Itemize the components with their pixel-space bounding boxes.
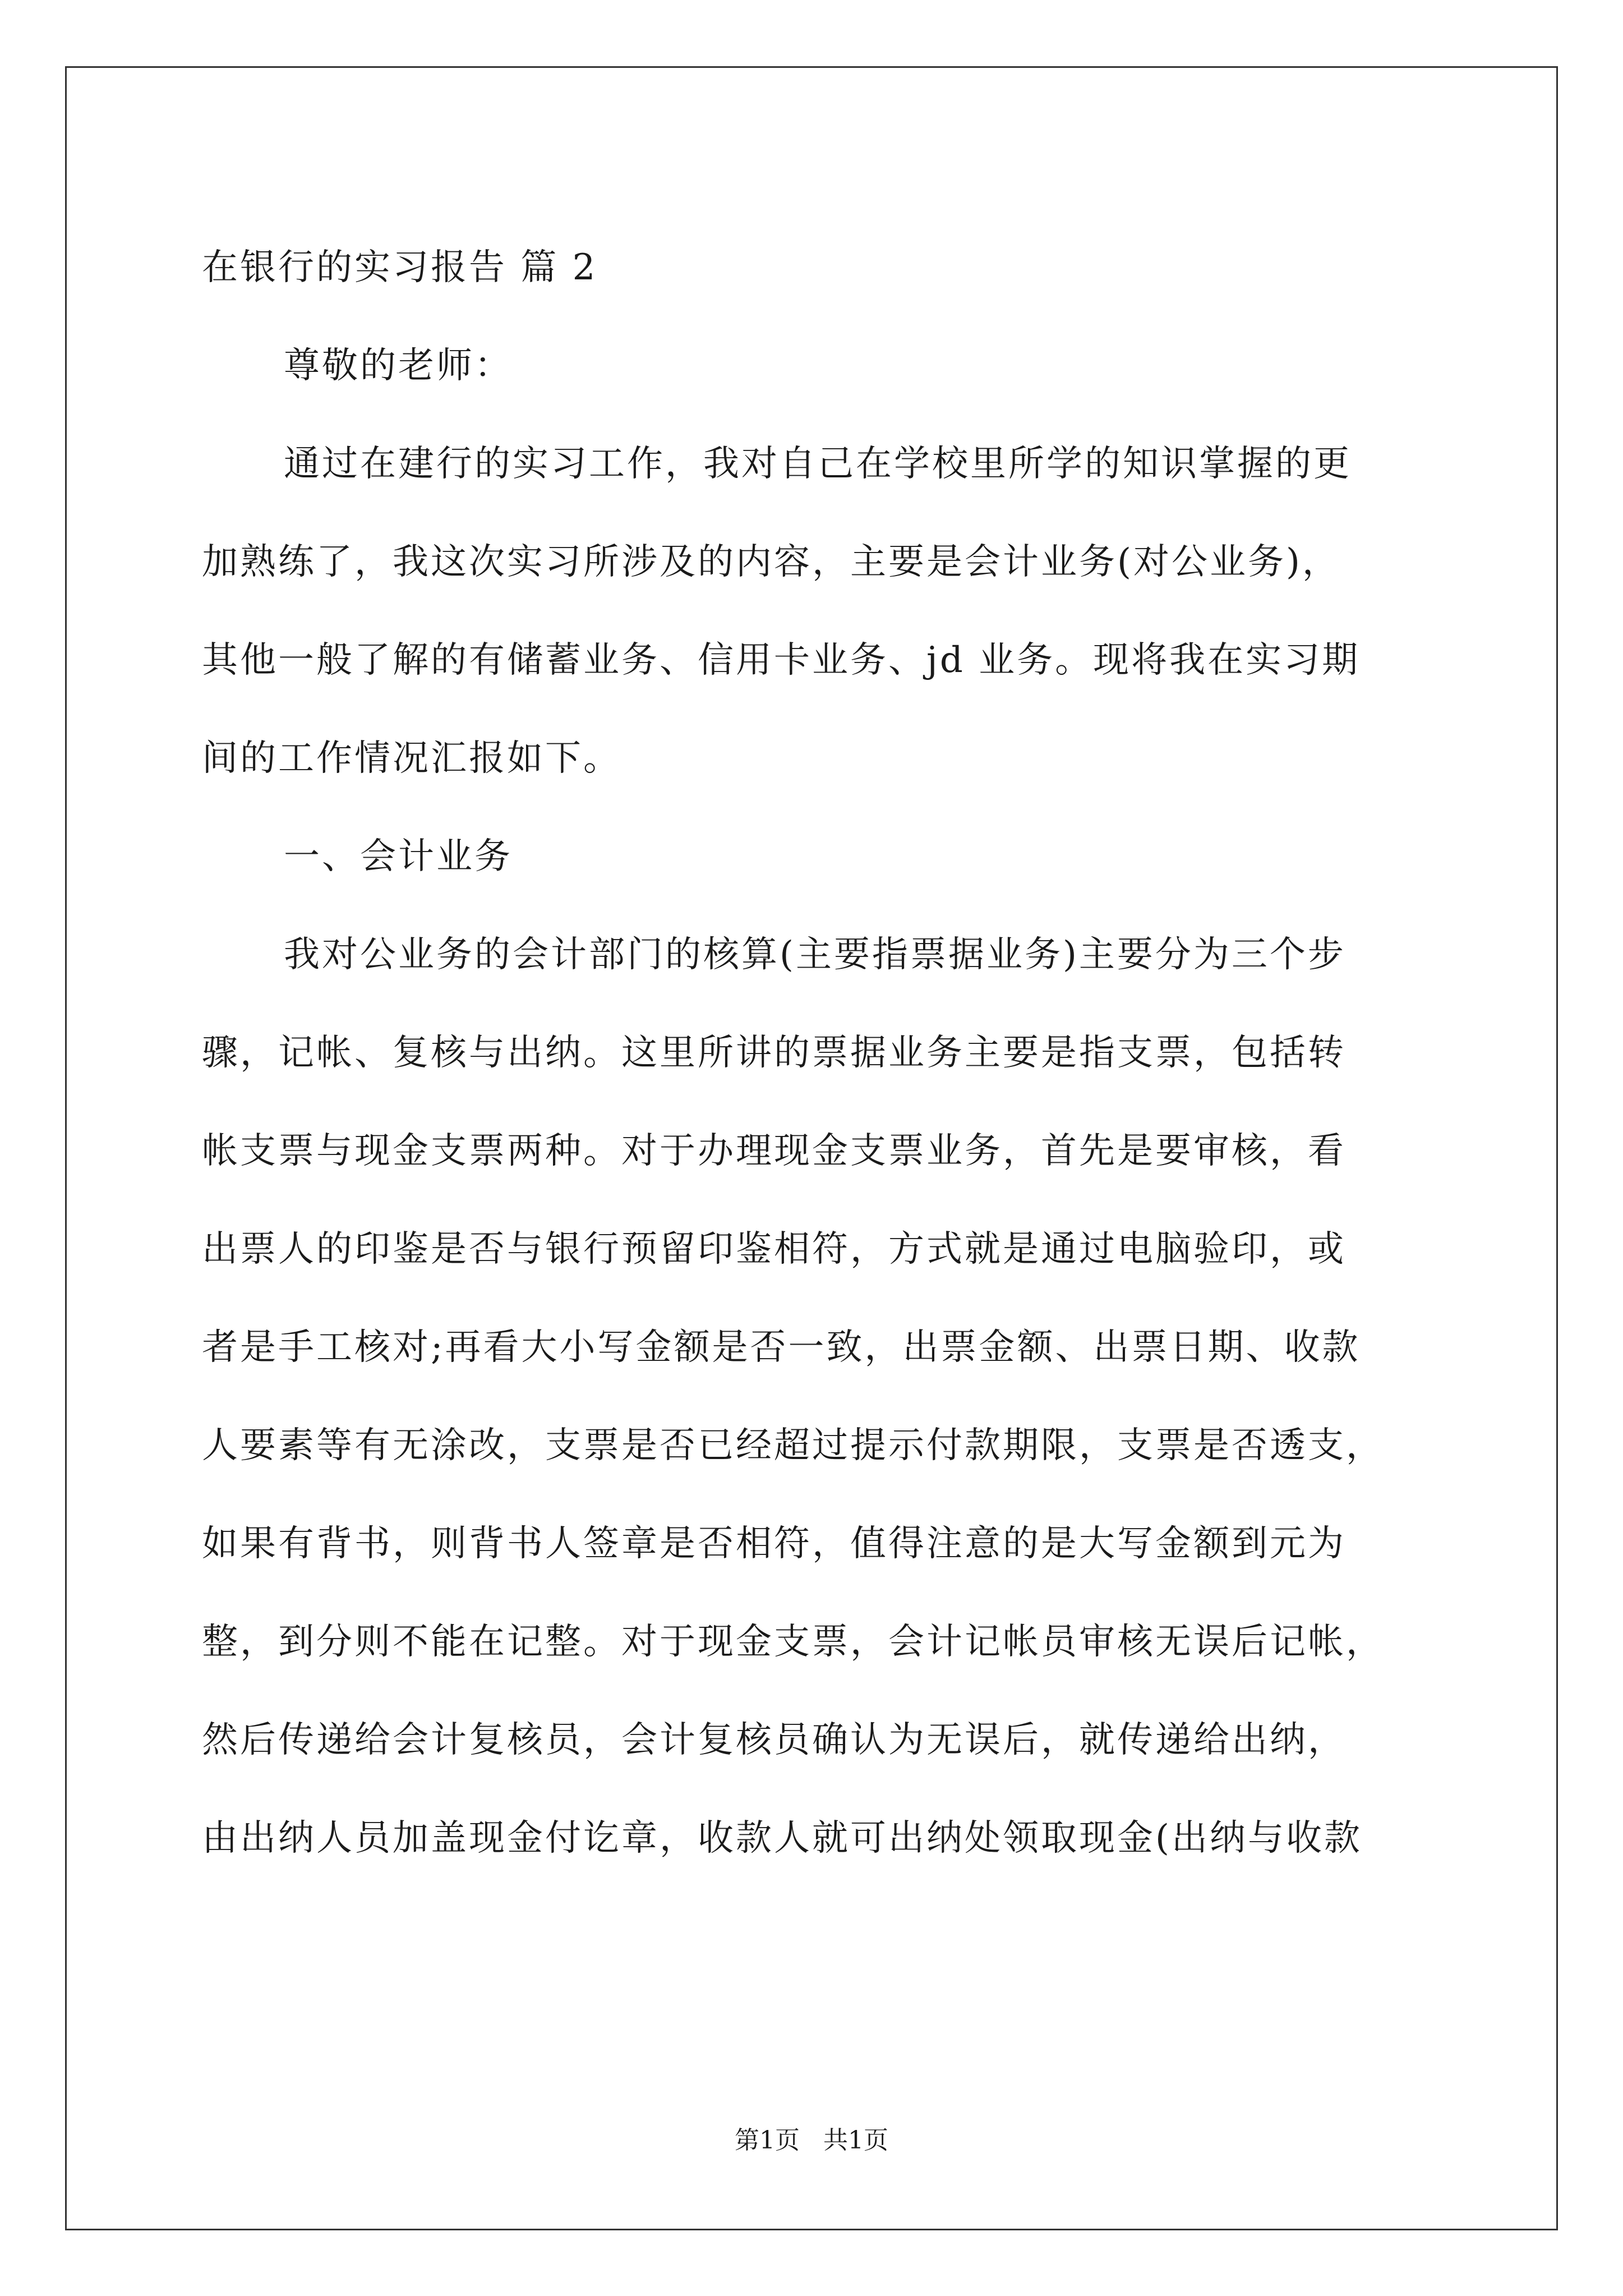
paragraph-line: 人要素等有无涂改，支票是否已经超过提示付款期限，支票是否透支， xyxy=(202,1425,1384,1466)
salutation: 尊敬的老师： xyxy=(284,345,513,386)
paragraph-line: 我对公业务的会计部门的核算(主要指票据业务)主要分为三个步 xyxy=(284,934,1346,976)
paragraph-line: 由出纳人员加盖现金付讫章，收款人就可出纳处领取现金(出纳与收款 xyxy=(202,1818,1362,1859)
paragraph-line: 出票人的印鉴是否与银行预留印鉴相符，方式就是通过电脑验印，或 xyxy=(202,1228,1346,1270)
paragraph-line: 者是手工核对;再看大小写金额是否一致，出票金额、出票日期、收款 xyxy=(202,1327,1361,1368)
paragraph-line: 然后传递给会计复核员，会计复核员确认为无误后，就传递给出纳， xyxy=(202,1719,1346,1761)
paragraph-line: 加熟练了，我这次实习所涉及的内容，主要是会计业务(对公业务)， xyxy=(202,541,1340,583)
paragraph-line: 帐支票与现金支票两种。对于办理现金支票业务，首先是要审核，看 xyxy=(202,1130,1346,1172)
paragraph-line: 其他一般了解的有储蓄业务、信用卡业务、jd 业务。现将我在实习期 xyxy=(202,639,1361,681)
page-footer: 第1页 共1页 xyxy=(735,2126,888,2155)
paragraph-line: 整，到分则不能在记整。对于现金支票，会计记帐员审核无误后记帐， xyxy=(202,1621,1384,1663)
paragraph-line: 如果有背书，则背书人签章是否相符，值得注意的是大写金额到元为 xyxy=(202,1523,1346,1565)
paragraph-line: 骤，记帐、复核与出纳。这里所讲的票据业务主要是指支票，包括转 xyxy=(202,1032,1346,1074)
document-title: 在银行的实习报告 篇 2 xyxy=(202,247,598,288)
paragraph-line: 间的工作情况汇报如下。 xyxy=(202,738,621,779)
paragraph-line: 通过在建行的实习工作，我对自己在学校里所学的知识掌握的更 xyxy=(284,443,1352,485)
document-body xyxy=(202,219,1436,1888)
section-heading: 一、会计业务 xyxy=(284,836,513,877)
